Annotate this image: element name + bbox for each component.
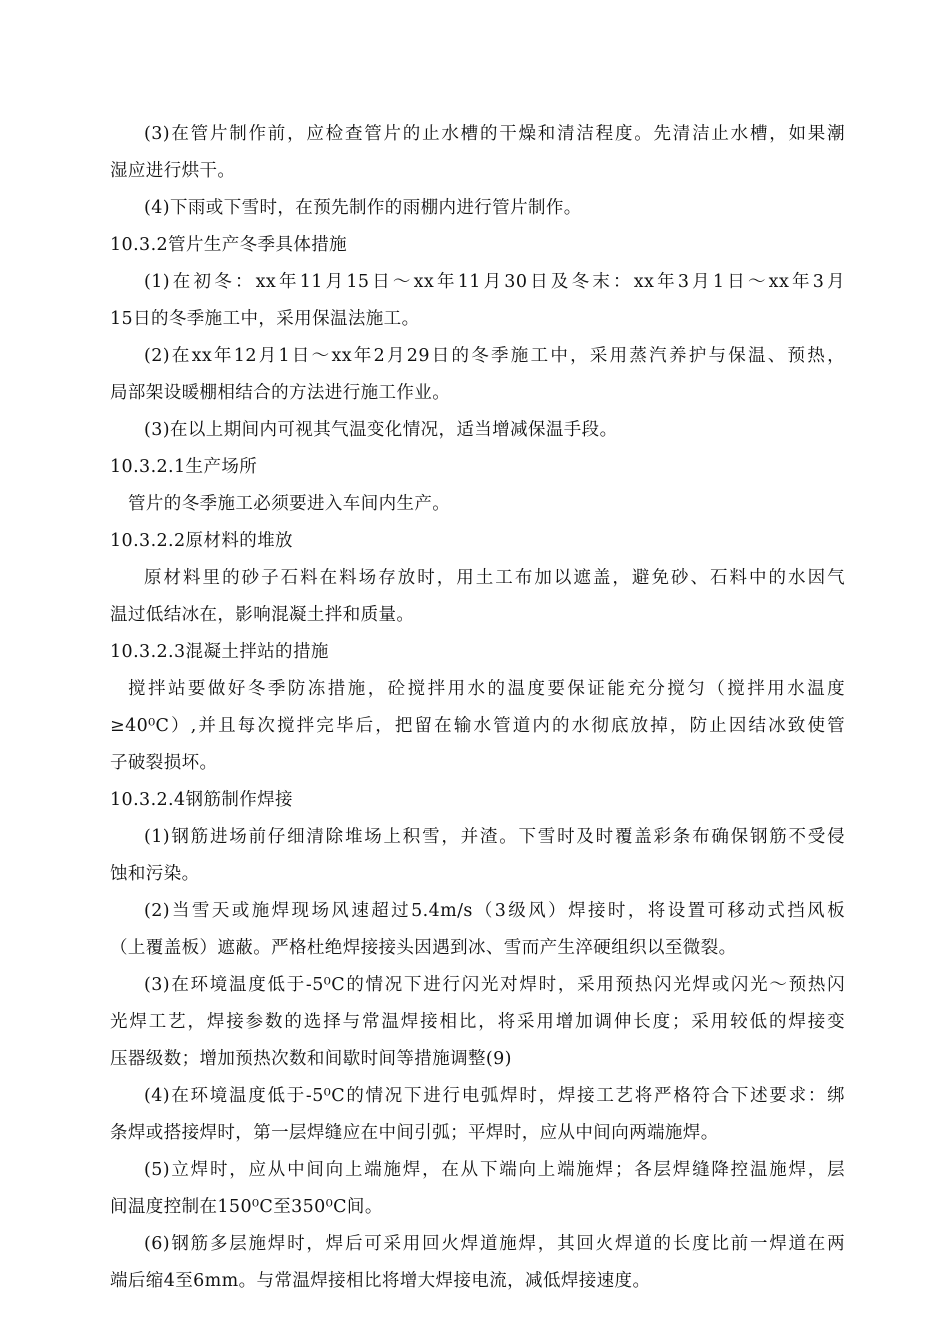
section-heading: 10.3.2.3混凝土拌站的措施 bbox=[110, 642, 329, 662]
section-heading: 10.3.2.1生产场所 bbox=[110, 457, 258, 477]
text-line: (3)在以上期间内可视其气温变化情况，适当增减保温手段。 bbox=[144, 420, 618, 440]
text-line: 管片的冬季施工必须要进入车间内生产。 bbox=[128, 494, 451, 514]
text-line: (1)在初冬：xx年11月15日～xx年11月30日及冬末：xx年3月1日～xx年3月 bbox=[144, 272, 845, 292]
text-line: 条焊或搭接焊时，第一层焊缝应在中间引弧；平焊时，应从中间向两端施焊。 bbox=[110, 1123, 719, 1143]
text-line: (3)在管片制作前，应检查管片的止水槽的干燥和清洁程度。先清洁止水槽，如果潮 bbox=[144, 124, 845, 144]
document-body bbox=[110, 116, 845, 1300]
text-line: 光焊工艺，焊接参数的选择与常温焊接相比，将采用增加调伸长度；采用较低的焊接变 bbox=[110, 1012, 845, 1032]
text-line: (4)在环境温度低于-5⁰C的情况下进行电弧焊时，焊接工艺将严格符合下述要求：绑 bbox=[144, 1086, 845, 1106]
section-heading: 10.3.2.2原材料的堆放 bbox=[110, 531, 293, 551]
section-heading: 10.3.2.4钢筋制作焊接 bbox=[110, 790, 293, 810]
text-line: 端后缩4至6mm。与常温焊接相比将增大焊接电流，减低焊接速度。 bbox=[110, 1271, 651, 1291]
text-line: 压器级数；增加预热次数和间歇时间等措施调整(9) bbox=[110, 1049, 512, 1069]
text-line: (5)立焊时，应从中间向上端施焊，在从下端向上端施焊；各层焊缝降控温施焊，层 bbox=[144, 1160, 845, 1180]
text-line: (6)钢筋多层施焊时，焊后可采用回火焊道施焊，其回火焊道的长度比前一焊道在两 bbox=[144, 1234, 845, 1254]
text-line: (1)钢筋进场前仔细清除堆场上积雪，并渣。下雪时及时覆盖彩条布确保钢筋不受侵 bbox=[144, 827, 845, 847]
section-heading: 10.3.2管片生产冬季具体措施 bbox=[110, 235, 348, 255]
text-line: ≥40⁰C）,并且每次搅拌完毕后，把留在输水管道内的水彻底放掉，防止因结冰致使管 bbox=[110, 716, 845, 736]
text-line: 间温度控制在150⁰C至350⁰C间。 bbox=[110, 1197, 383, 1217]
text-line: (2)当雪天或施焊现场风速超过5.4m/s（3级风）焊接时，将设置可移动式挡风板 bbox=[144, 901, 845, 921]
text-line: （上覆盖板）遮蔽。严格杜绝焊接接头因遇到冰、雪而产生淬硬组织以至微裂。 bbox=[110, 938, 737, 958]
text-line: 搅拌站要做好冬季防冻措施，砼搅拌用水的温度要保证能充分搅匀（搅拌用水温度 bbox=[128, 679, 845, 699]
text-line: (4)下雨或下雪时，在预先制作的雨棚内进行管片制作。 bbox=[144, 198, 582, 218]
text-line: 子破裂损坏。 bbox=[110, 753, 218, 773]
text-line: 局部架设暖棚相结合的方法进行施工作业。 bbox=[110, 383, 451, 403]
text-line: 15日的冬季施工中，采用保温法施工。 bbox=[110, 309, 420, 329]
text-line: 蚀和污染。 bbox=[110, 864, 200, 884]
text-line: 温过低结冰在，影响混凝土拌和质量。 bbox=[110, 605, 415, 625]
text-line: 湿应进行烘干。 bbox=[110, 161, 236, 181]
text-line: (3)在环境温度低于-5⁰C的情况下进行闪光对焊时，采用预热闪光焊或闪光～预热闪 bbox=[144, 975, 845, 995]
text-line: 原材料里的砂子石料在料场存放时，用土工布加以遮盖，避免砂、石料中的水因气 bbox=[144, 568, 845, 588]
text-line: (2)在xx年12月1日～xx年2月29日的冬季施工中，采用蒸汽养护与保温、预热， bbox=[144, 346, 845, 366]
